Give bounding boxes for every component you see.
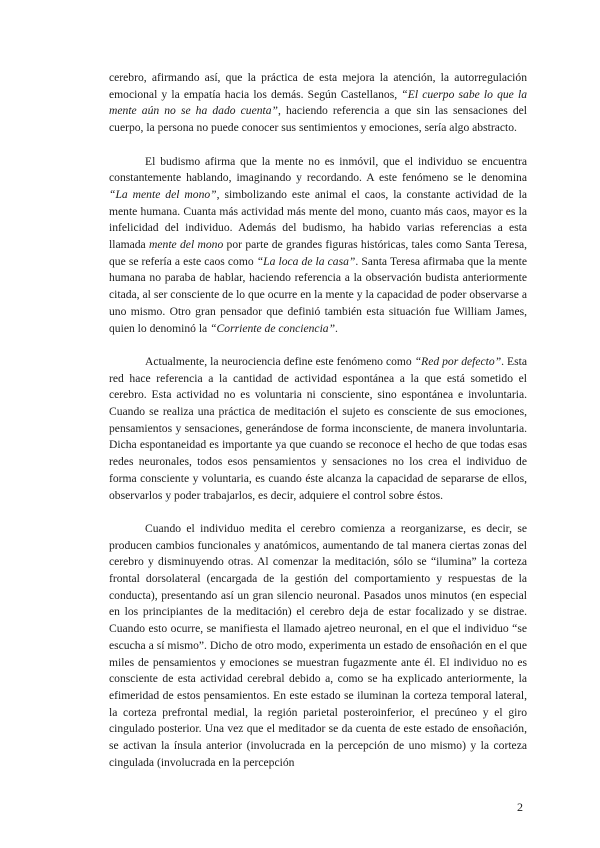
paragraph-2 (109, 154, 527, 338)
italic-phrase: “Corriente de conciencia” (210, 321, 336, 335)
text-run: , simbolizando este animal el caos, la constante actividad de la mente humana. Cuanta más actividad más mente del mono, cuanto más caos, mayor es la infelicidad del individuo. Además del budismo, ha habido varias referencias a esta llamada (109, 187, 527, 252)
text-run: Actualmente, la neurociencia define este fenómeno como (145, 354, 415, 368)
text-run: cerebro, afirmando así, que la práctica de esta mejora la atención, la autorregulación emocional y la empatía hacia los demás. Según Castellanos, (109, 71, 527, 101)
paragraph-4 (109, 521, 527, 772)
body-text (109, 70, 527, 788)
text-run: Cuando el individuo medita el cerebro comienza a reorganizarse, es decir, se producen cambios funcionales y anatómicos, aumentando de tal manera ciertas zonas del cerebro y disminuyendo otras. Al comenzar la meditación, sólo se “ilumina” la corteza frontal dorsolateral (encargada de la gestión del comportamiento y respuestas de la conducta), presentando así un gran silencio neuronal. Pasados unos minutos (en especial en los principiantes de la meditación) el cerebro deja de estar focalizado y se distrae. Cuando esto ocurre, se manifiesta el llamado ajetreo neuronal, en el que el individuo “se escucha a sí mismo”. Dicho de otro modo, experimenta un estado de ensoñación en el que miles de pensamientos y emociones se muestran fugazmente ante él. El individuo no es consciente de esta actividad cerebral debido a, como se ha explicado anteriormente, la efimeridad de estos pensamientos. En este estado se iluminan la corteza temporal lateral, la corteza prefrontal medial, la región parietal posteroinferior, el precúneo y el giro cingulado posterior. Una vez que el meditador se da cuenta de este estado de ensoñación, se activan la ínsula anterior (involucrada en la percepción de uno mismo) y la corteza cingulada (involucrada en la percepción (109, 521, 527, 769)
paragraph-3 (109, 354, 527, 504)
text-run: El budismo afirma que la mente no es inmóvil, que el individuo se encuentra constantemente hablando, imaginando y recordando. A este fenómeno se le denomina (109, 154, 527, 185)
italic-phrase: “El cuerpo sabe lo que la mente aún no se ha dado cuenta” (109, 87, 527, 118)
text-run: por parte de grandes figuras históricas, tales como Santa Teresa, que se refería a este caos como (109, 238, 528, 268)
paragraph-1 (109, 70, 527, 137)
italic-phrase: “La mente del mono” (109, 187, 217, 201)
page-number: 2 (517, 800, 523, 814)
italic-phrase: “La loca de la casa” (256, 254, 356, 268)
italic-phrase: mente del mono (149, 238, 224, 252)
text-run: . Esta red hace referencia a la cantidad de actividad espontánea a la que está sometido el cerebro. Esta actividad no es voluntaria ni consciente, sino espontánea e involuntaria. Cuando se realiza una práctica de meditación el sujeto es consciente de sus emociones, pensamientos y sensaciones, generándose de forma inconsciente, de manera involuntaria. Dicha espontaneidad es importante ya que cuando se reconoce el hecho de que todas esas redes neuronales, todos esos pensamientos y sensaciones no los crea el individuo de forma consciente y voluntaria, es cuando éste alcanza la capacidad de separarse de ellos, observarlos y poder trabajarlos, es decir, adquiere el control sobre éstos. (109, 354, 527, 502)
text-run: . (335, 321, 338, 335)
text-run: . Santa Teresa afirmaba que la mente humana no paraba de hablar, haciendo referencia a la observación budista anteriormente citada, al ser consciente de lo que ocurre en la mente y la capacidad de poder observarse a uno mismo. Otro gran pensador que definió también esta situación fue William James, quien lo denominó la (109, 254, 527, 335)
italic-phrase: “Red por defecto” (414, 354, 502, 368)
text-run: , haciendo referencia a que sin las sensaciones del cuerpo, la persona no puede conocer sus sentimientos y emociones, sería algo abstracto. (109, 104, 527, 135)
